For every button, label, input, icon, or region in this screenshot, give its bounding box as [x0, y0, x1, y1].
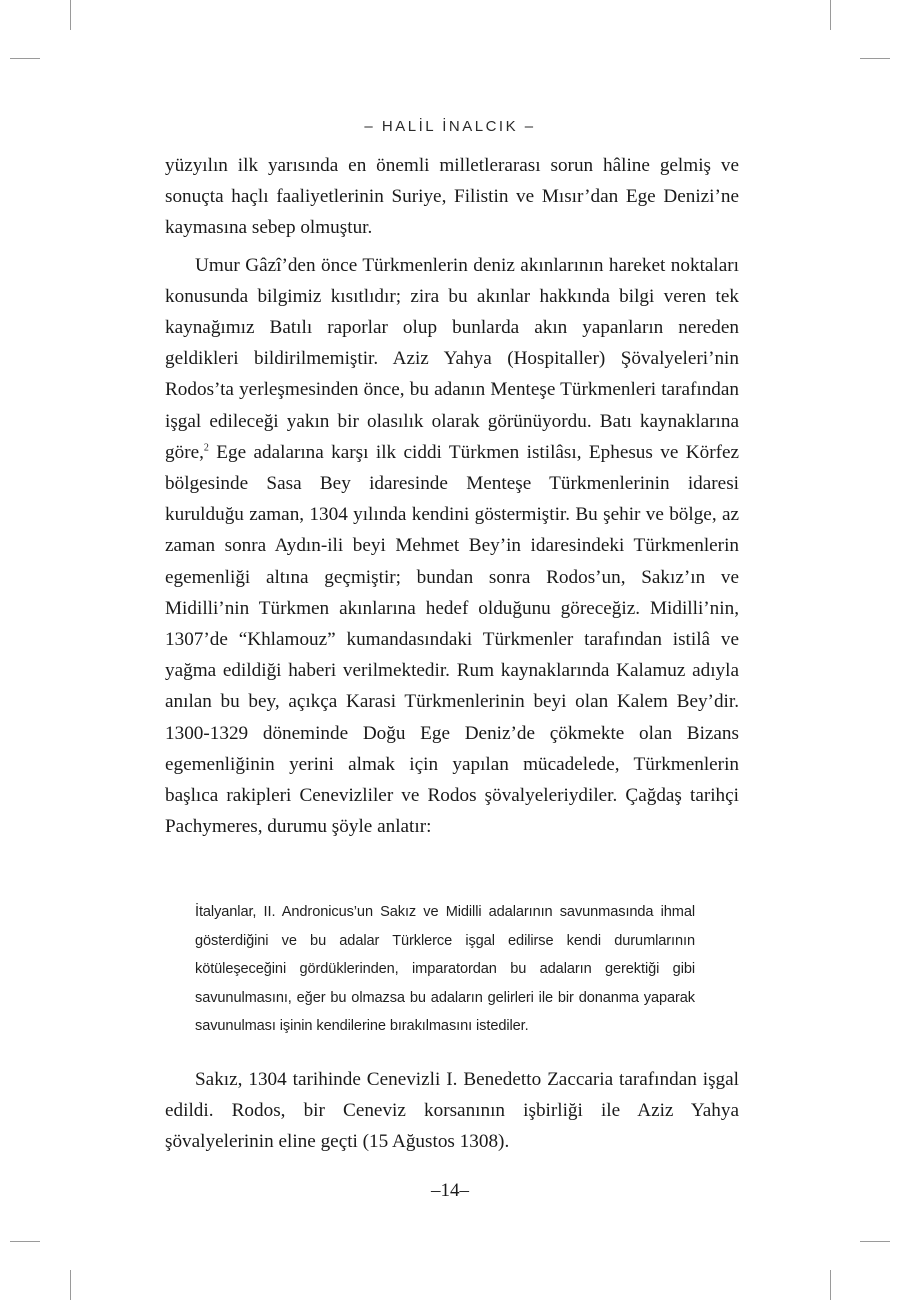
paragraph-1: yüzyılın ilk yarısında en önemli milletlerarası sorun hâline gelmiş ve sonuçta haçlı faaliyetlerinin Suriye, Filistin ve Mısır’dan Ege Denizi’ne kaymasına sebep olmuştur. — [165, 155, 739, 239]
paragraph-2-part-a: Umur Gâzî’den önce Türkmenlerin deniz akınlarının hareket noktaları konusunda bilgimiz kısıtlıdır; zira bu akınlar hakkında bilgi veren tek kaynağımız Batılı raporlar olup bunlarda akın yapanların nereden geldikleri bildirilmemiştir. Aziz Yahya (Hospitaller) Şövalyeleri’nin Rodos’ta yerleşmesinden önce, bu adanın Menteşe Türkmenleri tarafından işgal edileceği yakın bir olasılık olarak görünüyordu. Batı kaynaklarına göre, — [165, 254, 739, 463]
crop-mark — [830, 0, 831, 30]
main-text-continued — [165, 1064, 739, 1158]
page-number: –14– — [431, 1180, 469, 1201]
crop-mark — [830, 1270, 831, 1300]
crop-mark — [860, 1241, 890, 1242]
crop-mark — [70, 1270, 71, 1300]
crop-mark — [10, 58, 40, 59]
block-quote: İtalyanlar, II. Andronicus’un Sakız ve Midilli adalarının savunmasında ihmal gösterdiğini ve bu adalar Türklerce işgal edilirse kendi durumlarının kötüleşeceğini gördüklerinden, imparatordan bu adaların gerektiği gibi savunulmasını, eğer bu olmazsa bu adaların gelirleri ile bir donanma yaparak savunulması işinin kendilerine bırakılmasını istediler. — [195, 904, 695, 1034]
crop-mark — [860, 58, 890, 59]
running-header: – HALİL İNALCIK – — [364, 118, 536, 135]
crop-mark — [70, 0, 71, 30]
paragraph-3: Sakız, 1304 tarihinde Cenevizli I. Benedetto Zaccaria tarafından işgal edildi. Rodos, bir Ceneviz korsanının işbirliği ile Aziz Yahya şövalyelerinin eline geçti (15 Ağustos 1308). — [165, 1069, 739, 1153]
paragraph-2 — [165, 250, 739, 843]
paragraph-2-part-b: Ege adalarına karşı ilk ciddi Türkmen istilâsı, Ephesus ve Körfez bölgesinde Sasa Bey idaresinde Menteşe Türkmenlerinin idaresi kurulduğu zaman, 1304 yılında kendini göstermiştir. Bu şehir ve bölge, az zaman sonra Aydın-ili beyi Mehmet Bey’in idaresindeki Türkmenlerin egemenliği altına geçmiştir; bundan sonra Rodos’un, Sakız’ın ve Midilli’nin Türkmen akınlarına hedef olduğunu göreceğiz. Midilli’nin, 1307’de “Khlamouz” kumandasındaki Türkmenler tarafından istilâ ve yağma edildiği haberi verilmektedir. Rum kaynaklarında Kalamuz adıyla anılan bu bey, açıkça Karasi Türkmenlerinin beyi olan Kalem Bey’dir. 1300-1329 döneminde Doğu Ege Deniz’de çökmekte olan Bizans egemenliğinin yerini almak için yapılan mücadelede, Türkmenlerin başlıca rakipleri Cenevizliler ve Rodos şövalyeleriydiler. Çağdaş tarihçi Pachymeres, durumu şöyle anlatır: — [165, 441, 739, 838]
main-text — [165, 150, 739, 842]
footnote-marker[interactable]: 2 — [203, 442, 209, 454]
crop-mark — [10, 1241, 40, 1242]
